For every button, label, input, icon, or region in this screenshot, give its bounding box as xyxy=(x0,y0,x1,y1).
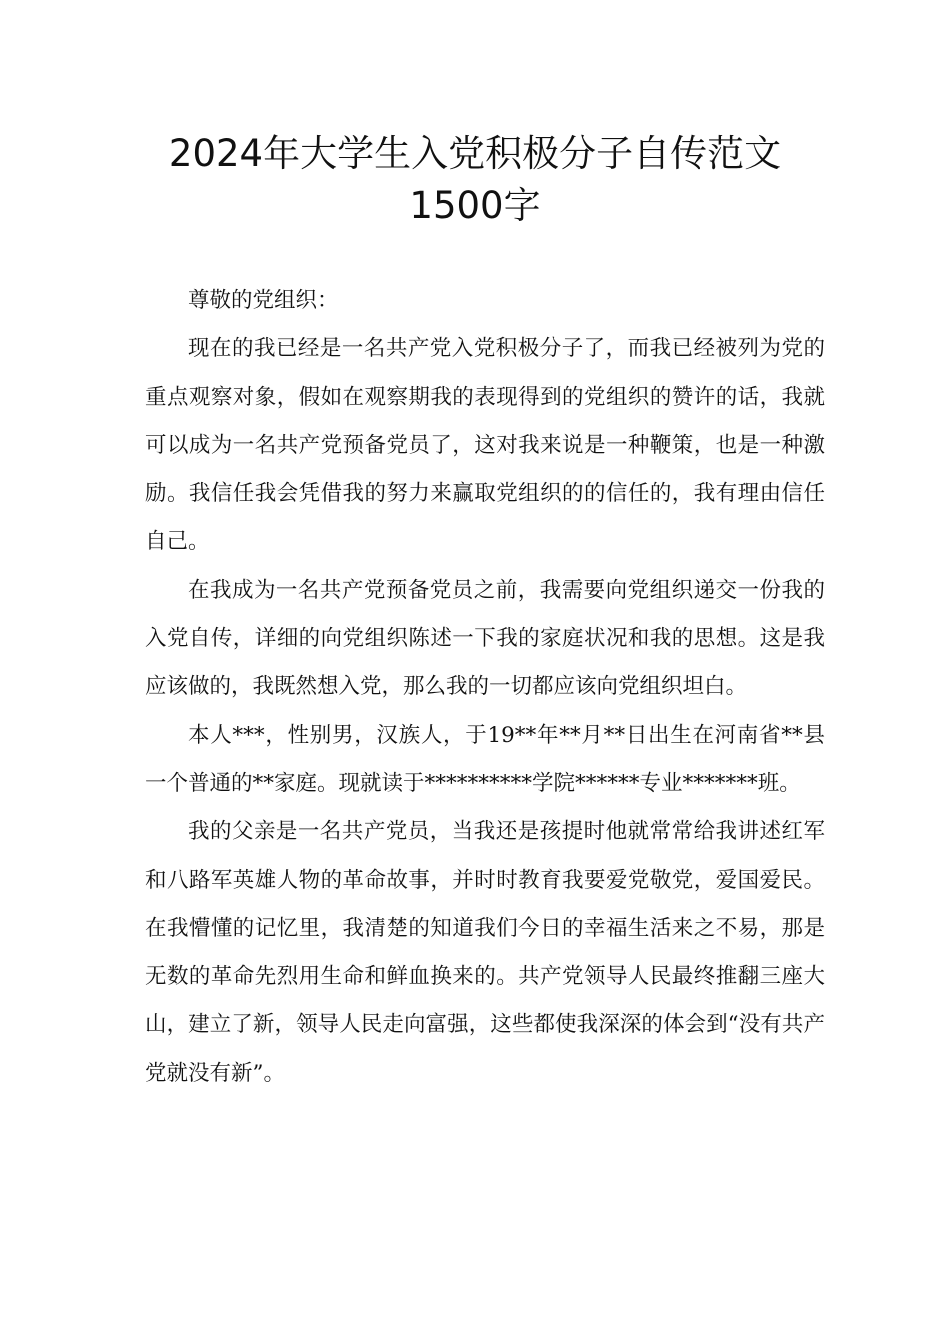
body-paragraph-1: 现在的我已经是一名共产党入党积极分子了，而我已经被列为党的重点观察对象，假如在观察期我的表现得到的党组织的赞许的话，我就可以成为一名共产党预备党员了，这对我来说是一种鞭策，也是一种激励。我信任我会凭借我的努力来赢取党组织的的信任的，我有理由信任自己。 xyxy=(145,336,825,555)
document-title-line1: 2024年大学生入党积极分子自传范文 xyxy=(168,132,782,175)
document-body xyxy=(145,277,825,1098)
document-title-line2: 1500字 xyxy=(409,184,541,227)
body-paragraph-4: 我的父亲是一名共产党员，当我还是孩提时他就常常给我讲述红军和八路军英雄人物的革命故事，并时时教育我要爱党敬党，爱国爱民。在我懵懂的记忆里，我清楚的知道我们今日的幸福生活来之不易，那是无数的革命先烈用生命和鲜血换来的。共产党领导人民最终推翻三座大山，建立了新，领导人民走向富强，这些都使我深深的体会到“没有共产党就没有新”。 xyxy=(145,819,825,1086)
body-paragraph-3: 本人***，性别男，汉族人，于19**年**月**日出生在河南省**县一个普通的**家庭。现就读于**********学院******专业*******班。 xyxy=(145,722,825,796)
salutation: 尊敬的党组织： xyxy=(188,288,339,313)
body-paragraph-2: 在我成为一名共产党预备党员之前，我需要向党组织递交一份我的入党自传，详细的向党组织陈述一下我的家庭状况和我的思想。这是我应该做的，我既然想入党，那么我的一切都应该向党组织坦白。 xyxy=(145,577,825,700)
